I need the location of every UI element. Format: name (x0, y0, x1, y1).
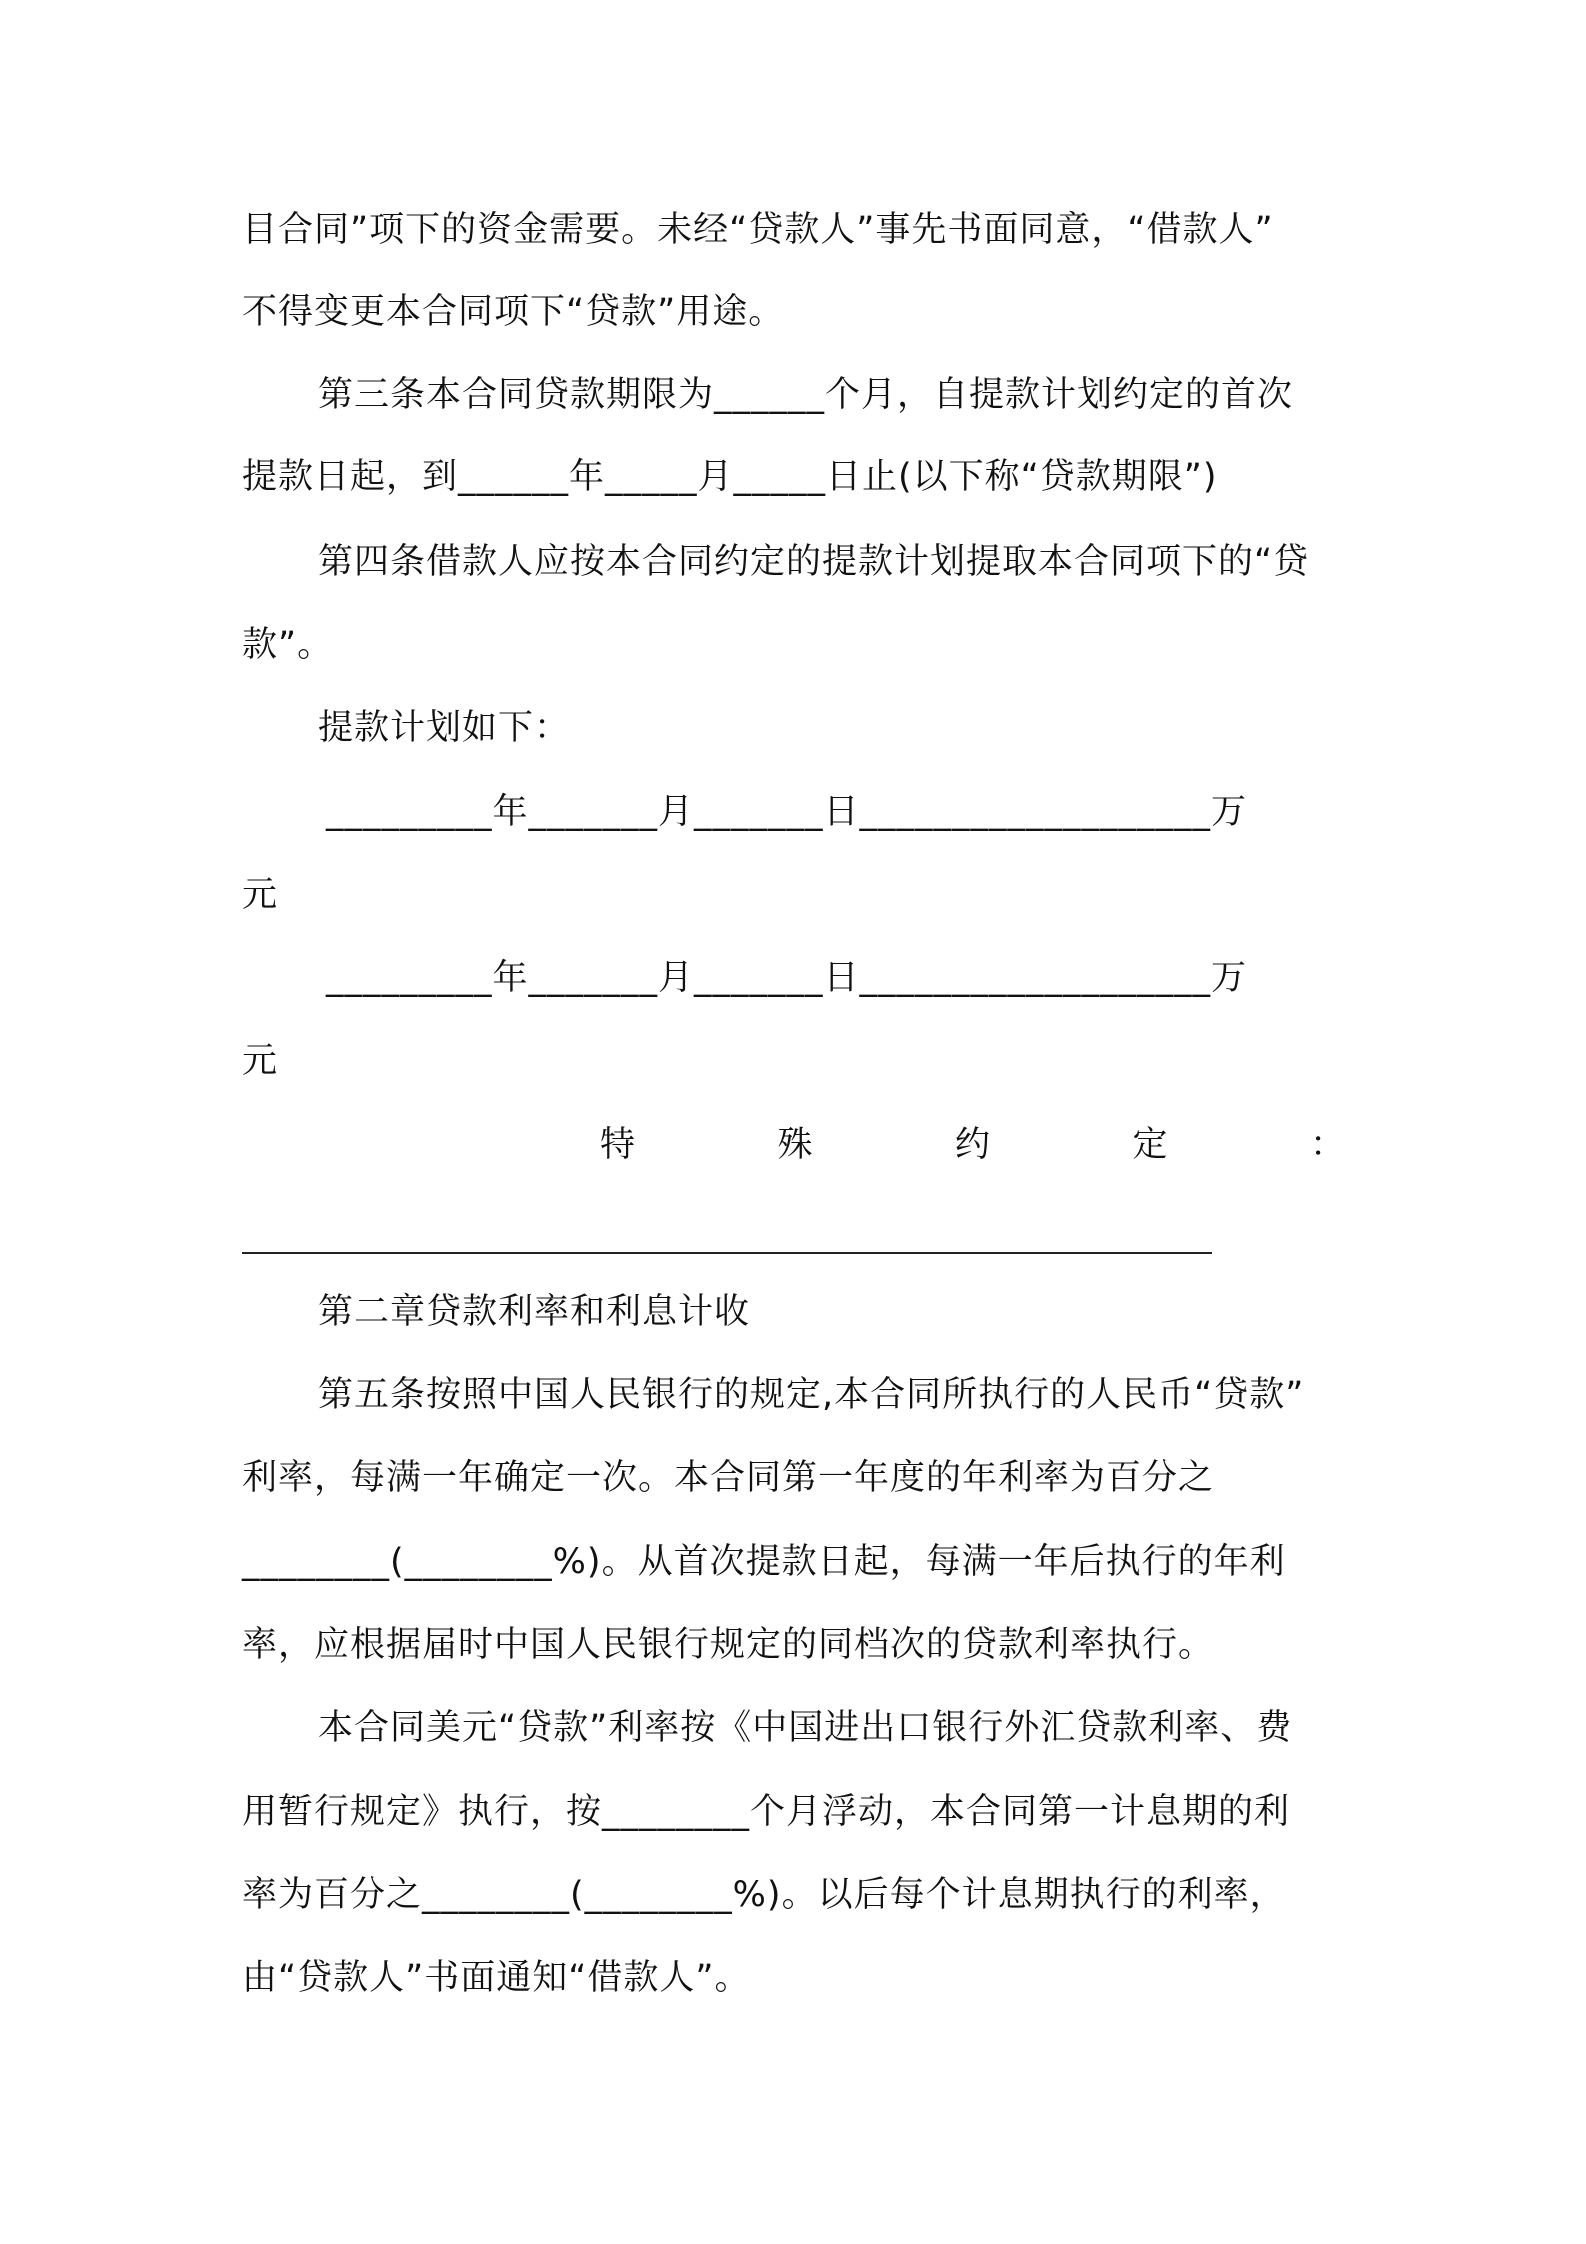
special-terms-label (600, 1120, 1345, 1170)
usd-rate-line: 本合同美元“贷款”利率按《中国进出口银行外汇贷款利率、费 (318, 1708, 1293, 1748)
article-4-line: 第四条借款人应按本合同约定的提款计划提取本合同项下的“贷 (318, 542, 1310, 582)
text-line: 元 (242, 1041, 279, 1081)
special-char: 特 (600, 1125, 636, 1165)
text-line: ________(________%)。从首次提款日起，每满一年后执行的年利 (242, 1542, 1286, 1582)
special-char: ： (1309, 1125, 1345, 1165)
special-char: 殊 (777, 1125, 813, 1165)
text-line: 提款日起，到______年_____月_____日止(以下称“贷款期限”) (242, 457, 1218, 497)
text-line: 目合同”项下的资金需要。未经“贷款人”事先书面同意，“借款人” (242, 210, 1274, 250)
text-line: 不得变更本合同项下“贷款”用途。 (242, 292, 785, 332)
plan-row: _________年_______月_______日___________________万 (326, 792, 1248, 832)
text-line: 率，应根据届时中国人民银行规定的同档次的贷款利率执行。 (242, 1625, 1215, 1665)
text-line: 款”。 (242, 625, 334, 665)
special-char: 约 (954, 1125, 990, 1165)
special-char: 定 (1132, 1125, 1168, 1165)
text-line: 用暂行规定》执行，按________个月浮动，本合同第一计息期的利 (242, 1792, 1291, 1832)
chapter-heading: 第二章贷款利率和利息计收 (318, 1292, 751, 1332)
plan-heading: 提款计划如下： (318, 708, 571, 748)
text-line: 利率，每满一年确定一次。本合同第一年度的年利率为百分之 (242, 1458, 1215, 1498)
plan-row: _________年_______月_______日___________________万 (326, 958, 1248, 998)
text-line: 元 (242, 875, 279, 915)
special-terms-blank-line (242, 1252, 1212, 1254)
article-5-line: 第五条按照中国人民银行的规定,本合同所执行的人民币“贷款” (318, 1375, 1305, 1415)
text-line: 率为百分之________(________%)。以后每个计息期执行的利率， (242, 1875, 1286, 1915)
text-line: 由“贷款人”书面通知“借款人”。 (242, 1958, 751, 1998)
article-3-line: 第三条本合同贷款期限为______个月，自提款计划约定的首次 (318, 375, 1294, 415)
